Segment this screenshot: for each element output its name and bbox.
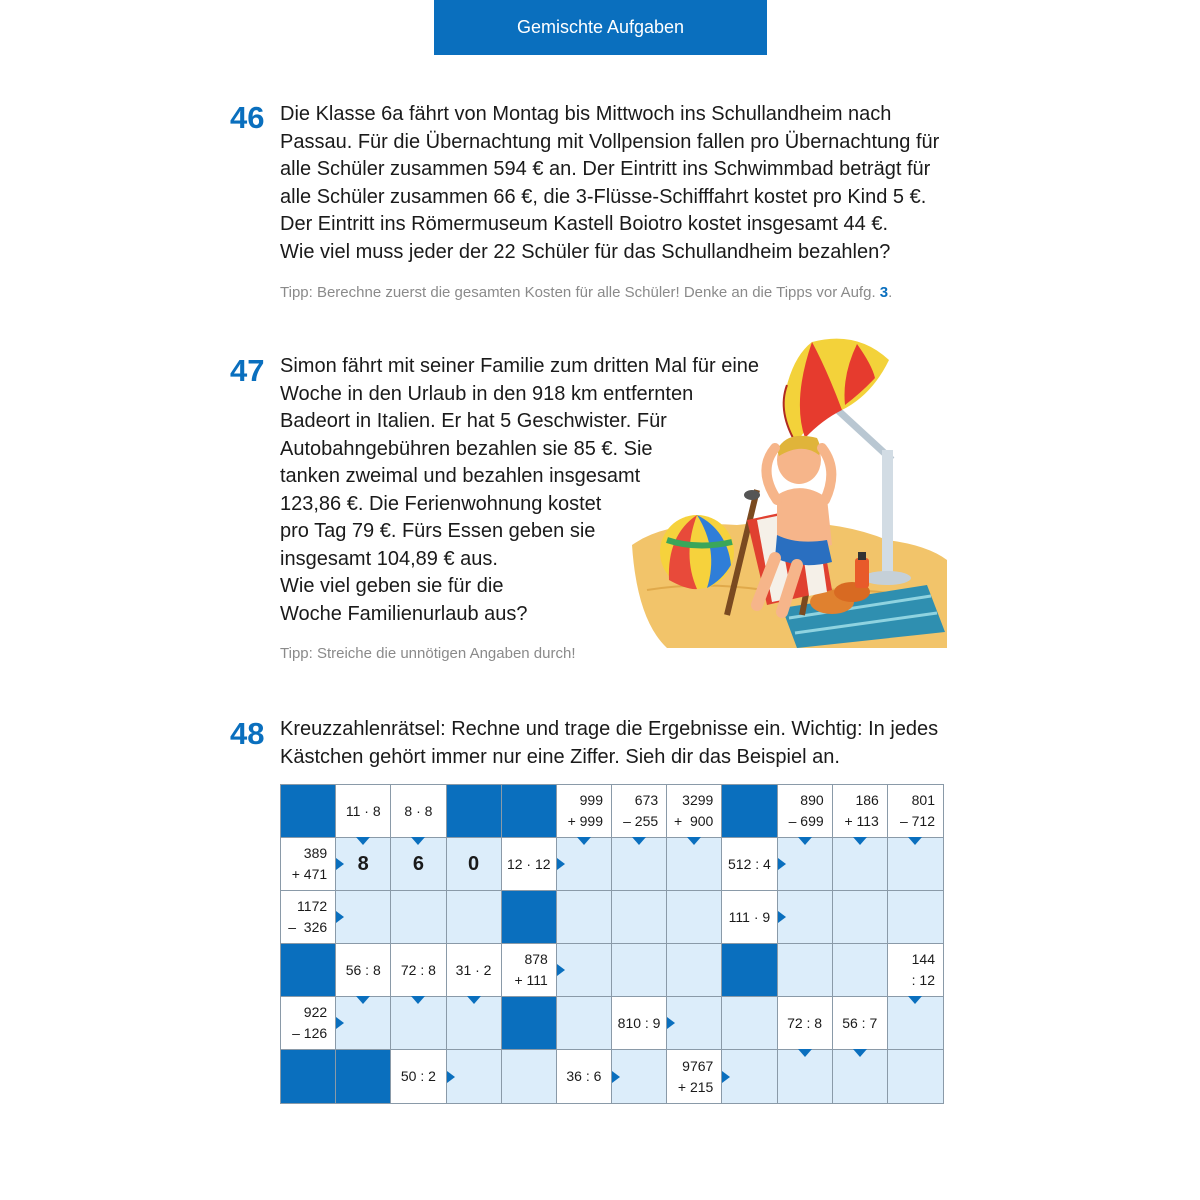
grid-clue-cell	[722, 891, 777, 944]
grid-clue-cell	[778, 785, 833, 838]
clue-line: + 113	[844, 813, 879, 829]
grid-answer-cell[interactable]	[502, 1050, 557, 1103]
arrow-down-icon	[687, 837, 701, 845]
clue-line: 186	[855, 792, 879, 808]
clue-text	[722, 854, 776, 875]
grid-clue-cell	[888, 944, 943, 997]
clue-line: – 255	[623, 813, 659, 829]
grid-answer-cell[interactable]	[612, 944, 667, 997]
arrow-down-icon	[798, 837, 812, 845]
task-47-line: 123,86 €. Die Ferienwohnung kostet	[280, 492, 602, 515]
task-47-line: Simon fährt mit seiner Familie zum dritten Mal für eine	[280, 355, 760, 377]
grid-blocked-cell	[281, 785, 336, 838]
clue-line: 56 : 8	[345, 961, 381, 978]
grid-blocked-cell	[502, 891, 557, 944]
clue-line: 389	[303, 845, 328, 861]
clue-line: 3299	[682, 792, 714, 808]
clue-line: 72 : 8	[400, 961, 436, 978]
grid-answer-cell[interactable]	[833, 891, 888, 944]
clue-line: 801	[911, 792, 935, 808]
grid-answer-cell[interactable]	[888, 997, 943, 1050]
task-46-tip-text: Tipp: Berechne zuerst die gesamten Kosten für alle Schüler! Denke an die Tipps vor Aufg.	[280, 284, 880, 301]
clue-text	[557, 1066, 611, 1087]
clue-line: 890	[800, 792, 824, 808]
grid-answer-cell[interactable]	[888, 838, 943, 891]
clue-text	[612, 1013, 666, 1034]
clue-line: – 326	[288, 919, 328, 935]
grid-blocked-cell	[447, 785, 502, 838]
clue-line: + 215	[677, 1078, 714, 1095]
clue-text	[833, 790, 887, 832]
grid-clue-cell	[778, 997, 833, 1050]
grid-blocked-cell	[281, 1050, 336, 1103]
clue-text	[888, 790, 943, 832]
clue-line: 673	[634, 792, 659, 808]
grid-blocked-cell	[336, 1050, 391, 1103]
task-47-line: Woche in den Urlaub in den 918 km entfernten	[280, 382, 694, 405]
clue-line: 512 : 4	[728, 855, 771, 872]
task-47-line: Wie viel geben sie für die	[280, 575, 504, 597]
clue-text	[833, 1013, 887, 1034]
task-46-line: alle Schüler zusammen 66 €, die 3-Flüsse-Schifffahrt kostet pro Kind 5 €.	[280, 185, 927, 208]
grid-clue-cell	[391, 944, 446, 997]
clue-text	[557, 790, 611, 832]
grid-answer-cell[interactable]	[447, 891, 502, 944]
task-46-line: Wie viel muss jeder der 22 Schüler für das Schullandheim bezahlen?	[280, 240, 891, 263]
grid-answer-cell[interactable]	[447, 997, 502, 1050]
task-46-line: Passau. Für die Übernachtung mit Vollpension fallen pro Übernachtung für	[280, 130, 940, 153]
arrow-down-icon	[632, 837, 646, 845]
clue-text	[281, 896, 335, 938]
clue-line: 144	[911, 951, 935, 967]
clue-text	[281, 1002, 335, 1044]
grid-answer-cell[interactable]	[391, 997, 446, 1050]
arrow-right-icon	[557, 964, 565, 976]
grid-answer-cell[interactable]	[557, 838, 612, 891]
grid-answer-cell[interactable]	[722, 997, 777, 1050]
grid-answer-cell[interactable]	[667, 838, 722, 891]
grid-answer-cell[interactable]	[778, 838, 833, 891]
clue-line: 72 : 8	[787, 1014, 823, 1031]
clue-text	[667, 1056, 721, 1098]
grid-clue-cell	[833, 785, 888, 838]
grid-clue-cell	[667, 1050, 722, 1103]
grid-answer-cell[interactable]	[833, 1050, 888, 1103]
grid-blocked-cell	[502, 785, 557, 838]
task-48-text	[280, 716, 938, 771]
arrow-right-icon	[778, 858, 786, 870]
task-46-tip-ref: 3	[879, 284, 889, 301]
clue-text	[391, 801, 445, 822]
clue-text	[612, 790, 666, 832]
clue-text	[447, 960, 501, 981]
clue-text	[722, 907, 776, 928]
grid-clue-cell	[281, 891, 336, 944]
grid-clue-cell	[557, 1050, 612, 1103]
arrow-right-icon	[447, 1071, 455, 1083]
grid-clue-cell	[557, 785, 612, 838]
grid-clue-cell	[391, 1050, 446, 1103]
grid-blocked-cell	[722, 785, 777, 838]
clue-line: 11 · 8	[345, 802, 381, 819]
clue-text	[281, 843, 335, 885]
grid-answer-cell[interactable]	[557, 997, 612, 1050]
arrow-down-icon	[908, 996, 922, 1004]
grid-answer-cell[interactable]	[667, 997, 722, 1050]
beach-boy-deckchair-illustration	[627, 330, 947, 648]
task-46-line: Die Klasse 6a fährt von Montag bis Mittwoch ins Schullandheim nach	[280, 103, 892, 125]
task-46-tip	[280, 284, 892, 301]
clue-line: + 999	[567, 813, 603, 829]
grid-answer-cell[interactable]	[447, 1050, 502, 1103]
clue-line: 31 · 2	[455, 961, 492, 978]
task-46-tip-end: .	[888, 284, 893, 301]
grid-blocked-cell	[281, 944, 336, 997]
section-header-tab	[434, 0, 767, 55]
grid-answer-cell[interactable]	[612, 838, 667, 891]
arrow-down-icon	[356, 837, 370, 845]
clue-line: 8 · 8	[404, 802, 433, 819]
clue-line: 9767	[682, 1057, 714, 1074]
task-47-number: 47	[230, 353, 265, 388]
grid-answer-cell[interactable]	[722, 1050, 777, 1103]
grid-clue-cell	[336, 944, 391, 997]
task-47-tip: Tipp: Streiche die unnötigen Angaben durch!	[280, 645, 576, 662]
clue-line: 111 · 9	[728, 908, 771, 925]
clue-line: 56 : 7	[842, 1014, 878, 1031]
grid-clue-cell	[281, 997, 336, 1050]
grid-example-digit: 6	[391, 838, 446, 891]
arrow-right-icon	[336, 1017, 344, 1029]
cross-number-puzzle-grid	[280, 784, 944, 1104]
clue-text	[391, 960, 445, 981]
grid-clue-cell	[391, 785, 446, 838]
arrow-down-icon	[467, 996, 481, 1004]
clue-line: 878	[524, 951, 548, 967]
arrow-down-icon	[411, 996, 425, 1004]
arrow-right-icon	[667, 1017, 675, 1029]
arrow-right-icon	[336, 858, 344, 870]
arrow-right-icon	[557, 858, 565, 870]
clue-line: 36 : 6	[566, 1068, 602, 1084]
clue-text	[502, 854, 556, 875]
clue-text	[888, 949, 943, 991]
grid-blocked-cell	[722, 944, 777, 997]
grid-answer-cell[interactable]	[888, 891, 943, 944]
arrow-down-icon	[798, 1049, 812, 1057]
arrow-right-icon	[612, 1071, 620, 1083]
arrow-right-icon	[722, 1071, 730, 1083]
grid-answer-cell[interactable]	[667, 944, 722, 997]
grid-example-digit: 0	[447, 838, 502, 891]
arrow-right-icon	[336, 911, 344, 923]
grid-clue-cell	[722, 838, 777, 891]
clue-line: 999	[579, 792, 603, 808]
grid-answer-cell[interactable]	[336, 891, 391, 944]
clue-text	[391, 1066, 445, 1087]
clue-line: 922	[303, 1004, 328, 1020]
arrow-down-icon	[853, 837, 867, 845]
clue-text	[778, 790, 832, 832]
grid-answer-cell[interactable]	[833, 944, 888, 997]
clue-line: 810 : 9	[617, 1014, 661, 1031]
arrow-down-icon	[908, 837, 922, 845]
clue-text	[502, 949, 556, 991]
grid-answer-cell[interactable]	[557, 944, 612, 997]
task-47-line: Autobahngebühren bezahlen sie 85 €. Sie	[280, 437, 653, 460]
grid-answer-cell[interactable]	[778, 891, 833, 944]
grid-answer-cell[interactable]	[612, 891, 667, 944]
task-46-number: 46	[230, 100, 265, 135]
grid-clue-cell	[281, 838, 336, 891]
clue-line: + 111	[514, 972, 548, 988]
grid-answer-cell[interactable]	[336, 997, 391, 1050]
task-47-line: Badeort in Italien. Er hat 5 Geschwister. Für	[280, 410, 667, 432]
grid-answer-cell[interactable]	[888, 1050, 943, 1103]
clue-text	[778, 1013, 832, 1034]
clue-text	[667, 790, 721, 832]
task-48-line: Kästchen gehört immer nur eine Ziffer. Sieh dir das Beispiel an.	[280, 745, 840, 768]
grid-clue-cell	[447, 944, 502, 997]
task-48-line: Kreuzzahlenrätsel: Rechne und trage die Ergebnisse ein. Wichtig: In jedes	[280, 718, 939, 740]
clue-line: – 699	[788, 813, 824, 829]
grid-clue-cell	[336, 785, 391, 838]
grid-example-digit: 8	[336, 838, 391, 891]
task-47-line: Woche Familienurlaub aus?	[280, 602, 528, 625]
clue-line: 1172	[297, 898, 328, 914]
arrow-down-icon	[577, 837, 591, 845]
grid-answer-cell[interactable]	[391, 891, 446, 944]
grid-clue-cell	[502, 838, 557, 891]
grid-clue-cell	[612, 997, 667, 1050]
grid-answer-cell[interactable]	[557, 891, 612, 944]
clue-line: + 900	[674, 813, 714, 829]
grid-clue-cell	[833, 997, 888, 1050]
arrow-down-icon	[356, 996, 370, 1004]
grid-answer-cell[interactable]	[833, 838, 888, 891]
clue-line: – 712	[899, 813, 935, 829]
section-title: Gemischte Aufgaben	[516, 17, 685, 37]
arrow-down-icon	[853, 1049, 867, 1057]
clue-line: + 471	[291, 866, 328, 882]
grid-answer-cell[interactable]	[778, 1050, 833, 1103]
clue-line: : 12	[903, 972, 935, 988]
grid-answer-cell[interactable]	[778, 944, 833, 997]
task-47-line: pro Tag 79 €. Fürs Essen geben sie	[280, 520, 596, 542]
arrow-down-icon	[411, 837, 425, 845]
task-46-line: alle Schüler zusammen 594 € an. Der Eintritt ins Schwimmbad beträgt für	[280, 158, 931, 180]
grid-clue-cell	[612, 785, 667, 838]
task-46-text	[280, 101, 939, 266]
clue-line: 50 : 2	[400, 1068, 436, 1084]
clue-line: – 126	[292, 1025, 328, 1041]
task-48-number: 48	[230, 716, 265, 751]
grid-answer-cell[interactable]	[667, 891, 722, 944]
grid-clue-cell	[888, 785, 943, 838]
grid-clue-cell	[667, 785, 722, 838]
arrow-right-icon	[778, 911, 786, 923]
clue-line: 12 · 12	[506, 855, 551, 872]
clue-text	[336, 960, 390, 981]
grid-answer-cell[interactable]	[612, 1050, 667, 1103]
task-46-line: Der Eintritt ins Römermuseum Kastell Boiotro kostet insgesamt 44 €.	[280, 213, 889, 235]
grid-clue-cell	[502, 944, 557, 997]
grid-blocked-cell	[502, 997, 557, 1050]
task-47-line: insgesamt 104,89 € aus.	[280, 547, 498, 570]
clue-text	[336, 801, 390, 822]
task-47-line: tanken zweimal und bezahlen insgesamt	[280, 465, 641, 487]
